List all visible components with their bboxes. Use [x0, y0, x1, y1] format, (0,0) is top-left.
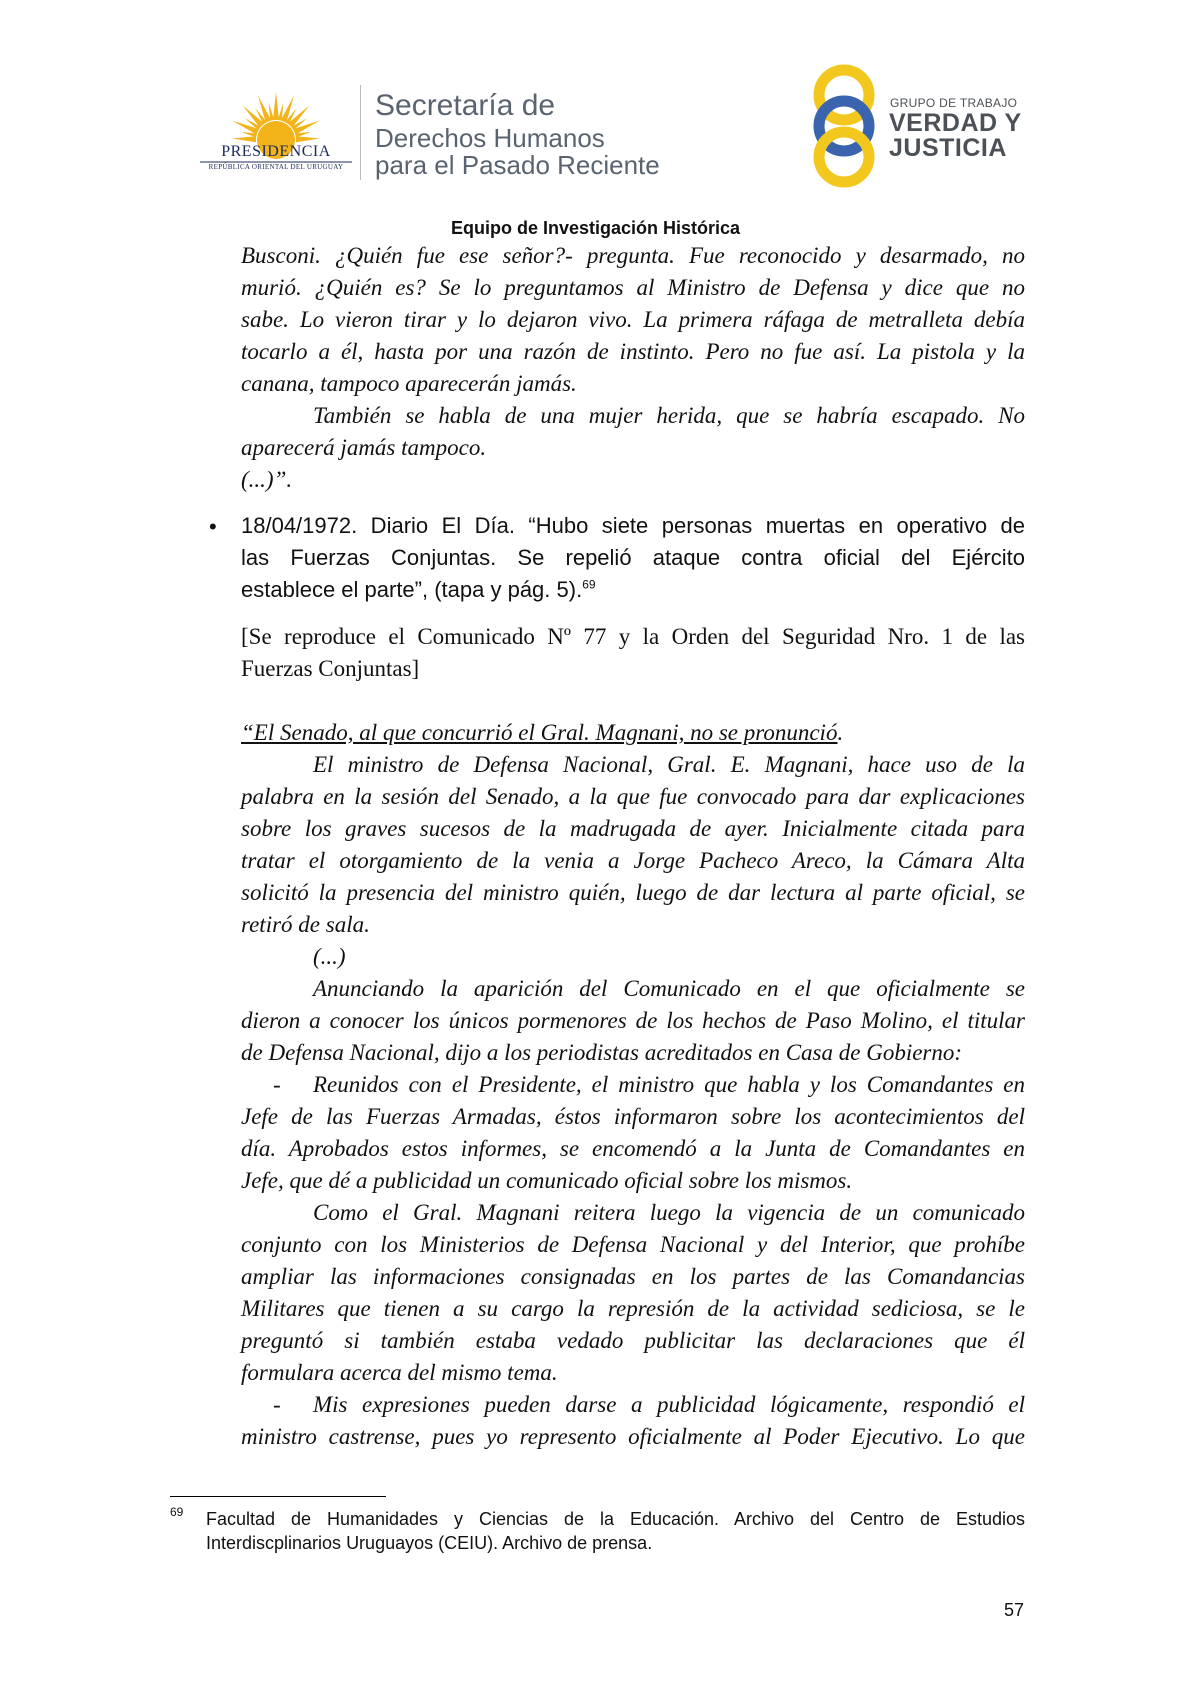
heading-line [241, 717, 1025, 749]
text-line: tratar el otorgamiento de la venia a Jorge Pacheco Areco, la Cámara Alta [241, 848, 1025, 873]
bullet-symbol: • [209, 514, 217, 539]
text-line: Mis expresiones pueden darse a publicidad lógicamente, respondió el [313, 1392, 1025, 1417]
text-line: Reunidos con el Presidente, el ministro que habla y los Comandantes en [313, 1072, 1025, 1097]
justicia-label: JUSTICIA [889, 134, 1007, 162]
text-line: ampliar las informaciones consignadas en los partes de las Comandancias [241, 1264, 1025, 1289]
text-line: aparecerá jamás tampoco. [241, 435, 487, 460]
bracket-note [241, 621, 1025, 685]
text-line: retiró de sala. [241, 912, 370, 937]
secretaria-line-3: para el Pasado Reciente [375, 150, 660, 180]
text-line: Como el Gral. Magnani reitera luego la vigencia de un comunicado [313, 1200, 1025, 1225]
team-title: Equipo de Investigación Histórica [450, 218, 741, 238]
bullet-item [241, 510, 1025, 606]
grupo-trabajo-label: GRUPO DE TRABAJO [890, 96, 1018, 110]
article-paragraph-4 [241, 1197, 1025, 1389]
text-line: El ministro de Defensa Nacional, Gral. E. Magnani, hace uso de la [313, 752, 1025, 777]
header-divider [360, 85, 361, 180]
dash-marker: - [273, 1072, 281, 1097]
text-line: palabra en la sesión del Senado, a la que fue convocado para dar explicaciones [241, 784, 1025, 809]
text-line: Busconi. ¿Quién fue ese señor?- pregunta. Fue reconocido y desarmado, no [241, 243, 1025, 268]
quote-end: (...)”. [241, 467, 293, 492]
ellipsis: (...) [313, 944, 346, 969]
text-line: día. Aprobados estos informes, se encomendó a la Junta de Comandantes en [241, 1136, 1025, 1161]
verdad-label: VERDAD Y [889, 109, 1022, 137]
footnote-number: 69 [170, 1505, 184, 1519]
page-number: 57 [1004, 1600, 1025, 1620]
footnote-text [206, 1507, 1025, 1555]
heading-period: . [837, 720, 844, 745]
secretaria-line-1: Secretaría de [375, 89, 556, 122]
footnote-rule [170, 1496, 386, 1497]
quote-paragraph-2 [241, 400, 1025, 496]
text-line: ministro castrense, pues yo represento oficialmente al Poder Ejecutivo. Lo que [241, 1424, 1025, 1449]
text-line: Interdiscplinarios Uruguayos (CEIU). Archivo de prensa. [206, 1533, 653, 1553]
republica-label: REPÚBLICA ORIENTAL DEL URUGUAY [208, 163, 344, 171]
text-line: [Se reproduce el Comunicado Nº 77 y la Orden del Seguridad Nro. 1 de las [241, 624, 1025, 649]
text-line: las Fuerzas Conjuntas. Se repelió ataque contra oficial del Ejército [241, 545, 1025, 570]
text-line: conjunto con los Ministerios de Defensa Nacional y del Interior, que prohíbe [241, 1232, 1025, 1257]
text-line: sobre los graves sucesos de la madrugada de ayer. Inicialmente citada para [241, 816, 1025, 841]
text-line: Militares que tienen a su cargo la represión de la actividad sediciosa, se le [241, 1296, 1025, 1321]
article-paragraph-3 [241, 1069, 1025, 1197]
quote-paragraph-1 [241, 240, 1025, 400]
article-heading [241, 717, 1025, 749]
secretaria-line-2: Derechos Humanos [375, 123, 605, 153]
text-line: Fuerzas Conjuntas] [241, 656, 420, 681]
text-line: tocarlo a él, hasta por una razón de instinto. Pero no fue así. La pistola y la [241, 339, 1025, 364]
heading-underlined: “El Senado, al que concurrió el Gral. Magnani, no se pronunció [241, 720, 838, 745]
article-paragraph-5 [241, 1389, 1025, 1453]
dash-marker: - [273, 1392, 281, 1417]
text-line [241, 574, 1025, 606]
text-line: preguntó si también estaba vedado publicitar las declaraciones que él [241, 1328, 1025, 1353]
text-line: de Defensa Nacional, dijo a los periodistas acreditados en Casa de Gobierno: [241, 1040, 963, 1065]
verdad-justicia-logo [811, 64, 877, 188]
text-line: dieron a conocer los únicos pormenores de los hechos de Paso Molino, el titular [241, 1008, 1025, 1033]
text-line: Anunciando la aparición del Comunicado en el que oficialmente se [313, 976, 1025, 1001]
text-line: murió. ¿Quién es? Se lo preguntamos al Ministro de Defensa y dice que no [241, 275, 1025, 300]
text-line: Facultad de Humanidades y Ciencias de la Educación. Archivo del Centro de Estudios [206, 1509, 1025, 1529]
text-line: 18/04/1972. Diario El Día. “Hubo siete personas muertas en operativo de [241, 513, 1025, 538]
text-line: Jefe, que dé a publicidad un comunicado oficial sobre los mismos. [241, 1168, 853, 1193]
text-line: También se habla de una mujer herida, que se habría escapado. No [313, 403, 1025, 428]
text-line: canana, tampoco aparecerán jamás. [241, 371, 577, 396]
text-line: solicitó la presencia del ministro quién, luego de dar lectura al parte oficial, se [241, 880, 1025, 905]
bullet-last-line: establece el parte”, (tapa y pág. 5). [241, 577, 583, 602]
presidencia-label: PRESIDENCIA [221, 143, 331, 160]
text-line: sabe. Lo vieron tirar y lo dejaron vivo. La primera ráfaga de metralleta debía [241, 307, 1025, 332]
article-paragraph-2 [241, 973, 1025, 1069]
footnote-ref: 69 [582, 577, 596, 592]
article-paragraph-1 [241, 749, 1025, 973]
text-line: formulara acerca del mismo tema. [241, 1360, 558, 1385]
text-line: Jefe de las Fuerzas Armadas, éstos informaron sobre los acontecimientos del [241, 1104, 1025, 1129]
